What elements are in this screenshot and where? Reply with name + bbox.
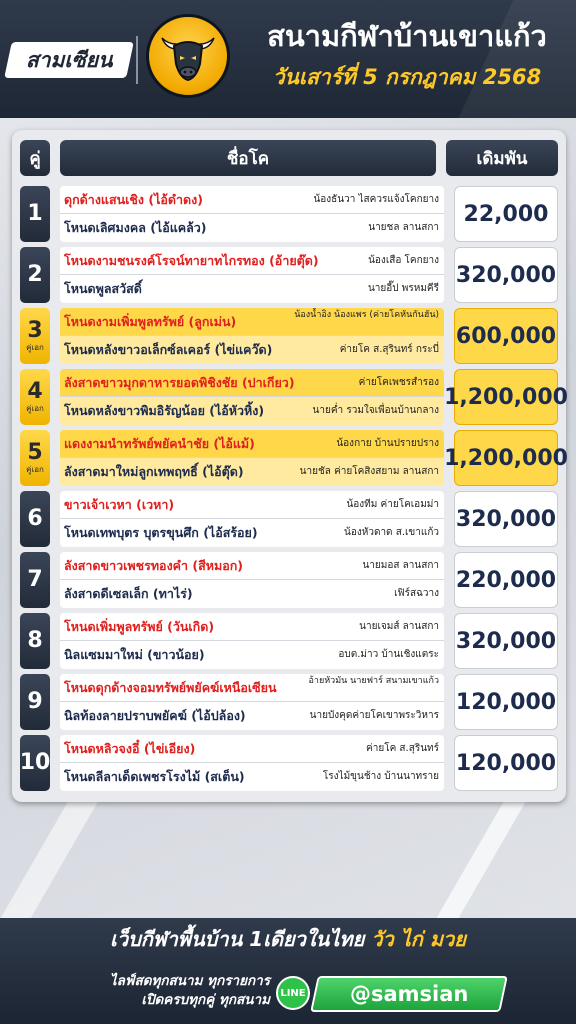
pair-number-badge [20,552,50,608]
brand-divider [136,36,138,84]
decor-stripe [424,780,538,940]
contender-a [60,552,444,580]
pair-number: 10 [19,750,51,775]
contender-b [60,214,444,242]
table-row [20,491,558,547]
cock-names-cell [60,430,444,486]
cock-names-cell [60,552,444,608]
bet-amount: 220,000 [454,552,558,608]
owner-a: น้องธันวา ไสควรแจ้งโคกยาง [313,194,439,205]
bull-head-icon [146,14,230,98]
bet-amount: 120,000 [454,674,558,730]
contender-a [60,369,444,397]
table-row [20,430,568,486]
contender-b [60,336,444,364]
event-date: วันเสาร์ที่ 5 กรกฎาคม 2568 [272,65,542,89]
contender-b [60,458,444,486]
cock-names-cell [60,735,444,791]
pair-number: 5 [27,440,43,465]
contender-a [60,308,444,336]
owner-b: นายบังคุดค่ายโคเขาพระวิหาร [309,710,439,721]
cock-name-b: โหนดหลังขาวพิมอิรัญน้อย (ไอ้หัวหิ้ง) [64,403,265,418]
bet-amount: 600,000 [454,308,558,364]
contender-a [60,613,444,641]
owner-a: นายมอส ลานสกา [362,560,439,571]
cock-name-a: โหนดหลิวจงอี๋ (ไข่เอียง) [64,741,196,756]
line-app-icon[interactable] [276,976,310,1010]
bet-amount: 320,000 [454,247,558,303]
cock-name-a: โหนดดุกด้างจอมทรัพย์พยัคฆ์เหนือเซียน [64,680,277,695]
owner-b: นายชัล ค่ายโคสิงสยาม ลานสกา [299,466,439,477]
owner-a: น้องทีม ค่ายโคเอมม่า [346,499,439,510]
owner-a: ค่ายโคเพชรสำรอง [358,377,439,388]
bet-amount: 320,000 [454,491,558,547]
cock-name-a: โหนดงามเพิ่มพูลทรัพย์ (ลูกเม่น) [64,314,237,329]
footer-slogan [0,924,576,954]
line-id-button[interactable] [310,976,508,1012]
cock-name-b: โหนดเลิศมงคล (ไอ้แคล้ว) [64,220,207,235]
page-title: สนามกีฬาบ้านเขาแก้ว [267,19,547,53]
pair-number: 3 [27,318,43,343]
cock-name-a: โหนดเพิ่มพูลทรัพย์ (วันเกิด) [64,619,215,634]
pair-number-badge [20,491,50,547]
owner-a: น้องเสือ โคกยาง [368,255,439,266]
cock-names-cell [60,613,444,669]
owner-b: ค่ายโค ส.สุรินทร์ กระบี่ [339,344,439,355]
pair-number-badge [20,735,50,791]
cock-name-a: ลังสาดขาวเพชรทองคำ (สีหมอก) [64,558,244,573]
owner-a: ค่ายโค ส.สุรินทร์ [366,743,439,754]
contender-b [60,397,444,425]
live-line-1: ไลฟ์สดทุกสนาม ทุกรายการ [109,973,270,989]
pair-number: 9 [27,689,43,714]
cock-name-a: ดุกด้างแสนเชิง (ไอ้ดำดง) [64,192,203,207]
contender-b [60,580,444,608]
contender-a [60,735,444,763]
table-row [20,369,568,425]
owner-b: อบต.ม่าว บ้านเชิงแตระ [338,649,439,660]
cock-names-cell [60,491,444,547]
cock-name-b: โหนดเทพบุตร บุตรขุนศึก (ไอ้สร้อย) [64,525,258,540]
brand-name: สามเซียน [25,47,113,72]
bet-amount: 1,200,000 [454,369,558,425]
pair-number-badge [20,613,50,669]
column-header-names: ชื่อโค [60,140,436,176]
table-row [20,308,558,364]
cock-name-a: ลังสาดขาวมุกดาหารยอดพิชิงชัย (ปาเกียว) [64,375,295,390]
pair-number: 2 [27,262,43,287]
column-header-pair: คู่ [20,140,50,176]
pair-number-badge [20,308,50,364]
pair-number-badge [20,247,50,303]
pair-number-badge [20,186,50,242]
fight-card-table [12,130,566,802]
bet-amount: 120,000 [454,735,558,791]
table-row [20,674,558,730]
main-pair-tag: คู่เอก [26,465,44,474]
owner-a: น้องกาย บ้านปรายปราง [336,438,439,449]
owner-b: โรงไม้ขุนช้าง บ้านนาทราย [322,771,439,782]
pair-number: 1 [27,201,43,226]
pair-number: 7 [27,567,43,592]
table-row [20,247,558,303]
cock-name-a: โหนดงามชนรงค์โรจน์ทายาทไกรทอง (อ้ายตุ๊ด) [64,253,319,268]
cock-names-cell [60,369,444,425]
contender-b [60,641,444,669]
live-line-2: เปิดครบทุกคู่ ทุกสนาม [141,992,270,1008]
table-row [20,552,558,608]
main-pair-tag: คู่เอก [26,343,44,352]
owner-b: เฟิร์สฉวาง [394,588,439,599]
contender-b [60,275,444,303]
cock-name-b: โหนดลีลาเด็ดเพชรโรงไม้ (สเต็น) [64,769,245,784]
line-icon-label: LINE [280,987,306,999]
line-id-text: @samsian [349,982,469,1006]
owner-a: นายเจมส์ ลานสกา [359,621,439,632]
cock-names-cell [60,186,444,242]
pair-number-badge [20,369,50,425]
table-row [20,735,558,791]
contender-a [60,491,444,519]
owner-b: นายค่ำ รวมใจเพื่อนบ้านกลาง [312,405,439,416]
main-pair-tag: คู่เอก [26,404,44,413]
owner-b: น้องหัวดาด ส.เขาแก้ว [344,527,439,538]
pair-number: 4 [27,379,43,404]
live-info [40,972,270,1010]
cock-names-cell [60,247,444,303]
contender-a [60,430,444,458]
bet-amount: 22,000 [454,186,558,242]
contender-b [60,763,444,791]
owner-b: นายอี๊ป พรหมคีรี [367,283,439,294]
table-row [20,613,558,669]
cock-name-a: แดงงามนำทรัพย์พยัคนำชัย (ไอ้แม้) [64,436,255,451]
owner-b: นายชล ลานสกา [368,222,439,233]
owner-a: น้องน้ำอิง น้องแพร (ค่ายโคหันกันฮัน) [294,310,439,320]
cock-name-b: โหนดหลังขาวอเล็กซ์ลเคอร์ (ไข่แคว๊ด) [64,342,273,357]
contender-a [60,247,444,275]
bet-amount: 320,000 [454,613,558,669]
pair-number: 8 [27,628,43,653]
contender-b [60,519,444,547]
cock-names-cell [60,308,444,364]
brand-logo[interactable] [4,42,134,78]
contender-b [60,702,444,730]
pair-number-badge [20,674,50,730]
pair-number-badge [20,430,50,486]
cock-name-b: ลังสาดมาใหม่ลูกเทพฤทธิ์ (ไอ้ตุ๊ด) [64,464,244,479]
table-row [20,186,558,242]
pair-number: 6 [27,506,43,531]
cock-names-cell [60,674,444,730]
cock-name-b: โหนดพูลสวัสดิ์ [64,281,142,296]
column-header-bet: เดิมพัน [446,140,558,176]
owner-a: อ้ายหัวมัน นายฟาร์ สนามเขาแก้ว [308,676,439,686]
slogan-highlight: วัว ไก่ มวย [371,927,466,951]
contender-a [60,674,444,702]
slogan-text: เว็บกีฬาพื้นบ้าน 1เดียวในไทย [110,927,365,951]
cock-name-b: นิลแซมมาใหม่ (ขาวน้อย) [64,647,205,662]
cock-name-b: ลังสาดดีเซลเล็ก (ทาไร่) [64,586,193,601]
contender-a [60,186,444,214]
cock-name-b: นิลท้องลายปราบพยัคฆ์ (ไอ้ปล้อง) [64,708,246,723]
bet-amount: 1,200,000 [454,430,558,486]
cock-name-a: ขาวเจ้าเวหา (เวหา) [64,497,175,512]
